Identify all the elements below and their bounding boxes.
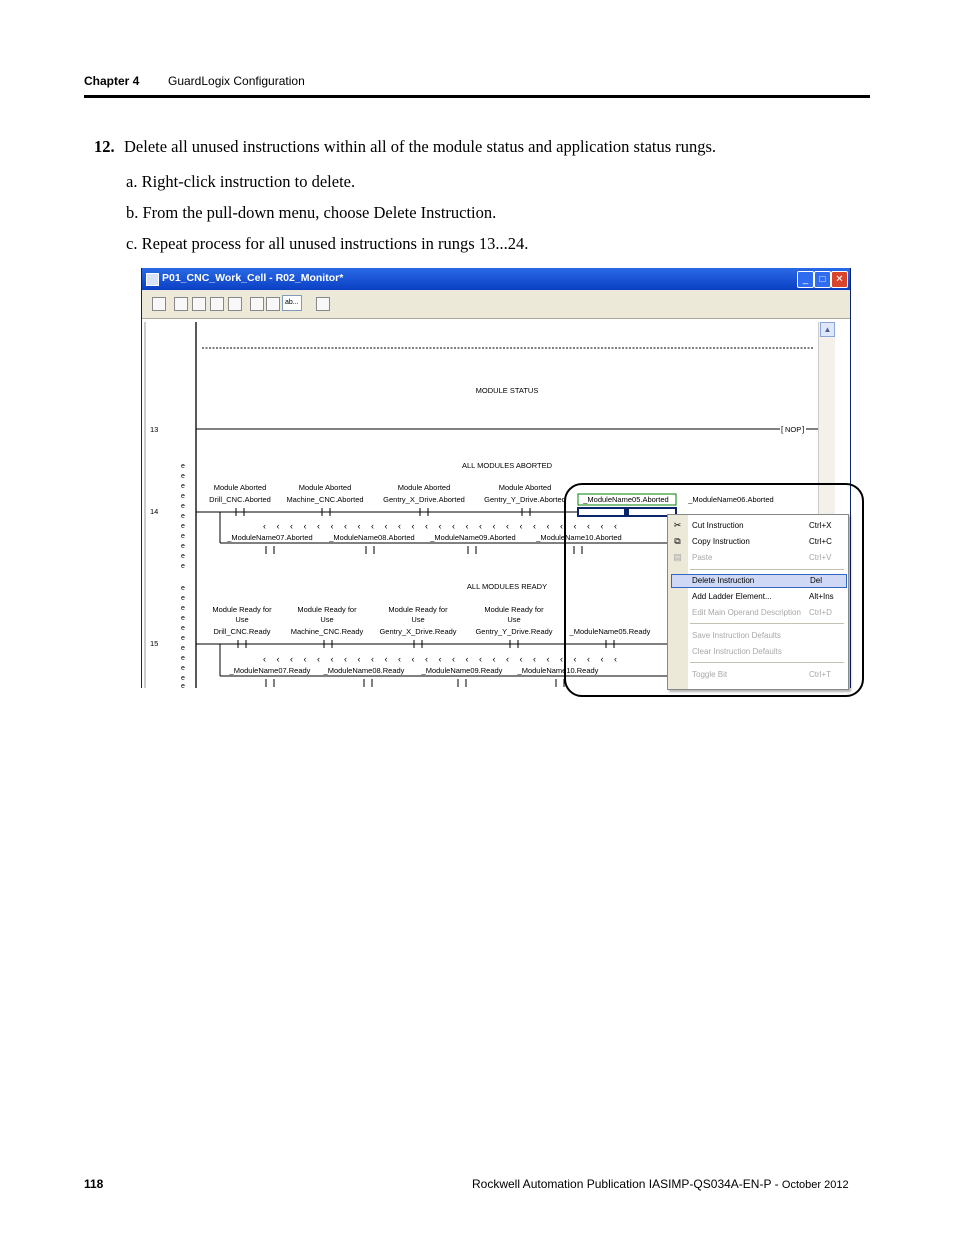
svg-text:e: e xyxy=(181,513,185,520)
substep-c: c. Repeat process for all unused instructions in rungs 13...24. xyxy=(126,234,529,253)
substep-a: a. Right-click instruction to delete. xyxy=(126,172,356,191)
rung15-use-1: Use xyxy=(235,615,249,624)
svg-text:e: e xyxy=(181,553,185,560)
rung15-branch-tag-2: _ModuleName08.Ready xyxy=(323,666,405,675)
menu-shortcut: Alt+Ins xyxy=(809,592,834,601)
svg-text:e: e xyxy=(181,683,185,688)
rung15-use-3: Use xyxy=(411,615,425,624)
rung-number-15: 15 xyxy=(150,639,159,648)
rung15-tag-4: Gentry_Y_Drive.Ready xyxy=(475,627,553,636)
rung14-desc-1: Module Aborted xyxy=(213,483,267,492)
step-number: 12. xyxy=(94,137,115,156)
svg-text:e: e xyxy=(181,463,185,470)
callout-highlight xyxy=(564,483,864,697)
rung15-branch-tag-1: _ModuleName07.Ready xyxy=(229,666,311,675)
rung15-desc-2: Module Ready for xyxy=(297,605,357,614)
rung14-desc-3: Module Aborted xyxy=(397,483,451,492)
menu-label: Add Ladder Element... xyxy=(692,592,772,601)
svg-text:e: e xyxy=(181,523,185,530)
menu-shortcut: Ctrl+D xyxy=(809,608,832,617)
rung14-tag-3: Gentry_X_Drive.Aborted xyxy=(383,495,465,504)
menu-shortcut: Del xyxy=(810,576,823,585)
nop-instruction-end: ] xyxy=(802,425,805,434)
rung14-desc-4: Module Aborted xyxy=(498,483,552,492)
rung14-tag-6: _ModuleName06.Aborted xyxy=(688,495,774,504)
branch-arrows-15: ‹ ‹ ‹ ‹ ‹ ‹ ‹ ‹ ‹ ‹ ‹ ‹ ‹ ‹ ‹ ‹ ‹ ‹ ‹ ‹ ‹ ‹ ‹ ‹ ‹ ‹ ‹ xyxy=(263,654,621,664)
rung15-desc-4: Module Ready for xyxy=(484,605,544,614)
rung15-title: ALL MODULES READY xyxy=(466,582,548,591)
rung14-desc-2: Module Aborted xyxy=(298,483,352,492)
scroll-up-icon[interactable]: ▲ xyxy=(820,322,835,337)
menu-label: Clear Instruction Defaults xyxy=(692,647,782,656)
menu-shortcut: Ctrl+T xyxy=(809,670,831,679)
rung14-branch-tag-4: _ModuleName10.Aborted xyxy=(536,533,622,542)
menu-shortcut: Ctrl+X xyxy=(809,521,832,530)
rung14-title: ALL MODULES ABORTED xyxy=(461,461,553,470)
header-title: GuardLogix Configuration xyxy=(168,74,305,88)
svg-text:e: e xyxy=(181,533,185,540)
svg-text:e: e xyxy=(181,483,185,490)
svg-text:e: e xyxy=(181,563,185,570)
page-number: 118 xyxy=(84,1177,104,1191)
section-title: MODULE STATUS xyxy=(475,386,539,395)
svg-text:e: e xyxy=(181,625,185,632)
rung-markers xyxy=(181,463,185,688)
rung14-tag-4: Gentry_Y_Drive.Aborted xyxy=(484,495,566,504)
rung14-tag-5-selected[interactable]: _ModuleName05.Aborted xyxy=(583,495,669,504)
svg-text:e: e xyxy=(181,503,185,510)
header-rule xyxy=(84,95,870,98)
close-button[interactable]: ✕ xyxy=(831,271,848,288)
branch-arrows: ‹ ‹ ‹ ‹ ‹ ‹ ‹ ‹ ‹ ‹ ‹ ‹ ‹ ‹ ‹ ‹ ‹ ‹ ‹ ‹ ‹ ‹ ‹ ‹ ‹ ‹ ‹ xyxy=(263,521,621,531)
step-12 xyxy=(94,137,716,157)
menu-shortcut: Ctrl+V xyxy=(809,553,832,562)
menu-label: Save Instruction Defaults xyxy=(692,631,781,640)
rung14-tag-2: Machine_CNC.Aborted xyxy=(286,495,364,504)
nop-instruction[interactable]: [ xyxy=(781,425,784,434)
svg-text:e: e xyxy=(181,595,185,602)
window-title: P01_CNC_Work_Cell - R02_Monitor* xyxy=(162,272,344,284)
svg-text:e: e xyxy=(181,645,185,652)
menu-label: Edit Main Operand Description xyxy=(692,608,801,617)
header-chapter: Chapter 4 xyxy=(84,74,140,88)
rung15-use-4: Use xyxy=(507,615,521,624)
svg-text:e: e xyxy=(181,493,185,500)
svg-text:e: e xyxy=(181,635,185,642)
rung14-branch-tag-2: _ModuleName08.Aborted xyxy=(329,533,415,542)
rung15-branch-tag-3: _ModuleName09.Ready xyxy=(421,666,503,675)
rung15-branch-tag-4: _ModuleName10.Ready xyxy=(517,666,599,675)
paste-icon: ▤ xyxy=(673,552,682,562)
rung14-branch-tag-1: _ModuleName07.Aborted xyxy=(227,533,313,542)
publication-info xyxy=(472,1177,849,1191)
svg-text:e: e xyxy=(181,655,185,662)
svg-text:e: e xyxy=(181,543,185,550)
menu-label: Toggle Bit xyxy=(692,670,728,679)
step-text: Delete all unused instructions within all of the module status and application status rungs. xyxy=(124,137,717,156)
menu-label: Copy Instruction xyxy=(692,537,750,546)
menu-label: Cut Instruction xyxy=(692,521,744,530)
copy-icon: ⧉ xyxy=(674,536,681,546)
toolbar-select[interactable]: ab... xyxy=(282,295,302,311)
rung15-desc-3: Module Ready for xyxy=(388,605,448,614)
rung15-tag-2: Machine_CNC.Ready xyxy=(290,627,364,636)
rung15-tag-1: Drill_CNC.Ready xyxy=(213,627,271,636)
svg-text:e: e xyxy=(181,605,185,612)
maximize-button[interactable]: □ xyxy=(814,271,831,288)
rung-number-14: 14 xyxy=(150,507,159,516)
menu-label: Delete Instruction xyxy=(692,576,755,585)
publication-id: Rockwell Automation Publication IASIMP-QS034A-EN-P - xyxy=(472,1177,782,1191)
svg-text:e: e xyxy=(181,473,185,480)
nop-label: NOP xyxy=(785,425,802,434)
rung15-tag-5: _ModuleName05.Ready xyxy=(569,627,651,636)
svg-text:e: e xyxy=(181,615,185,622)
svg-text:e: e xyxy=(181,675,185,682)
svg-text:e: e xyxy=(181,585,185,592)
rung14-tag-1: Drill_CNC.Aborted xyxy=(209,495,271,504)
menu-shortcut: Ctrl+C xyxy=(809,537,832,546)
rung15-use-2: Use xyxy=(320,615,334,624)
minimize-button[interactable]: _ xyxy=(797,271,814,288)
rung15-tag-3: Gentry_X_Drive.Ready xyxy=(379,627,457,636)
rung15-desc-1: Module Ready for xyxy=(212,605,272,614)
menu-label: Paste xyxy=(692,553,713,562)
substep-b: b. From the pull-down menu, choose Delete Instruction. xyxy=(126,203,497,222)
scissors-icon: ✂ xyxy=(673,520,682,530)
rung14-branch-tag-3: _ModuleName09.Aborted xyxy=(430,533,516,542)
svg-text:e: e xyxy=(181,665,185,672)
rung-number-13: 13 xyxy=(150,425,159,434)
publication-date: October 2012 xyxy=(781,1179,849,1191)
